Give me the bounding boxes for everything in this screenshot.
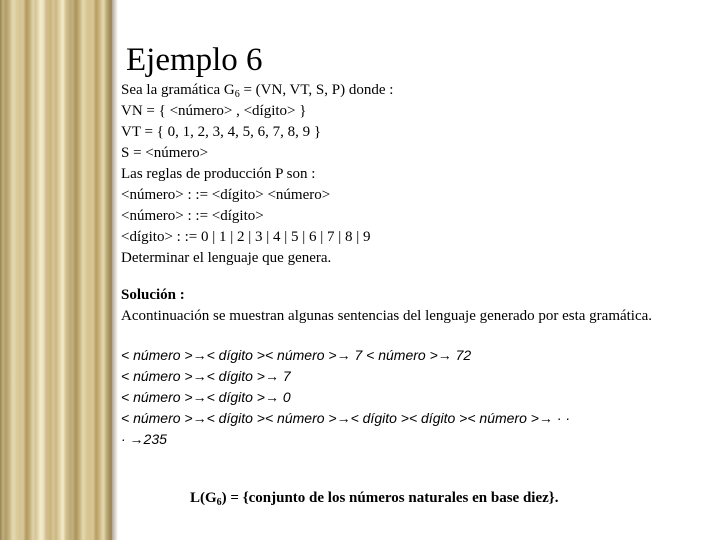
grammar-line: <número> : := <dígito> <box>121 208 264 224</box>
derivation-line: < número >→< dígito >< número >→ 7 < número >→ 72 <box>121 347 472 363</box>
grammar-rest: = (VN, VT, S, P) donde : <box>239 82 394 98</box>
derivation-line: < número >→< dígito >→ 7 <box>121 368 291 384</box>
grammar-line: Determinar el lenguaje que genera. <box>121 250 332 266</box>
grammar-subscript: 6 <box>234 89 240 100</box>
solution-heading: Solución : <box>121 287 185 303</box>
grammar-line: <número> : := <dígito> <número> <box>121 187 331 203</box>
derivation-line: · →235 <box>121 431 167 447</box>
slide-body <box>121 80 691 450</box>
grammar-line: VN = { <número> , <dígito> } <box>121 103 307 119</box>
derivation-line: < número >→< dígito >< número >→< dígito >< dígito >< número >→ · · <box>121 410 571 426</box>
conclusion-line <box>190 488 558 509</box>
grammar-line: VT = { 0, 1, 2, 3, 4, 5, 6, 7, 8, 9 } <box>121 124 322 140</box>
grammar-definition-line <box>121 80 691 101</box>
slide-title: Ejemplo 6 <box>126 42 263 79</box>
grammar-line: Las reglas de producción P son : <box>121 166 316 182</box>
grammar-line: <dígito> : := 0 | 1 | 2 | 3 | 4 | 5 | 6 | 7 | 8 | 9 <box>121 229 371 245</box>
conclusion-rest: ) = {conjunto de los números naturales en base diez}. <box>221 490 559 506</box>
solution-text: Acontinuación se muestran algunas sentencias del lenguaje generado por esta gramática. <box>121 308 653 324</box>
decorative-gold-column <box>0 0 112 540</box>
grammar-line: S = <número> <box>121 145 209 161</box>
derivation-line: < número >→< dígito >→ 0 <box>121 389 291 405</box>
conclusion-subscript: 6 <box>216 497 222 508</box>
grammar-intro: Sea la gramática G <box>121 82 235 98</box>
conclusion-prefix: L(G <box>190 490 217 506</box>
